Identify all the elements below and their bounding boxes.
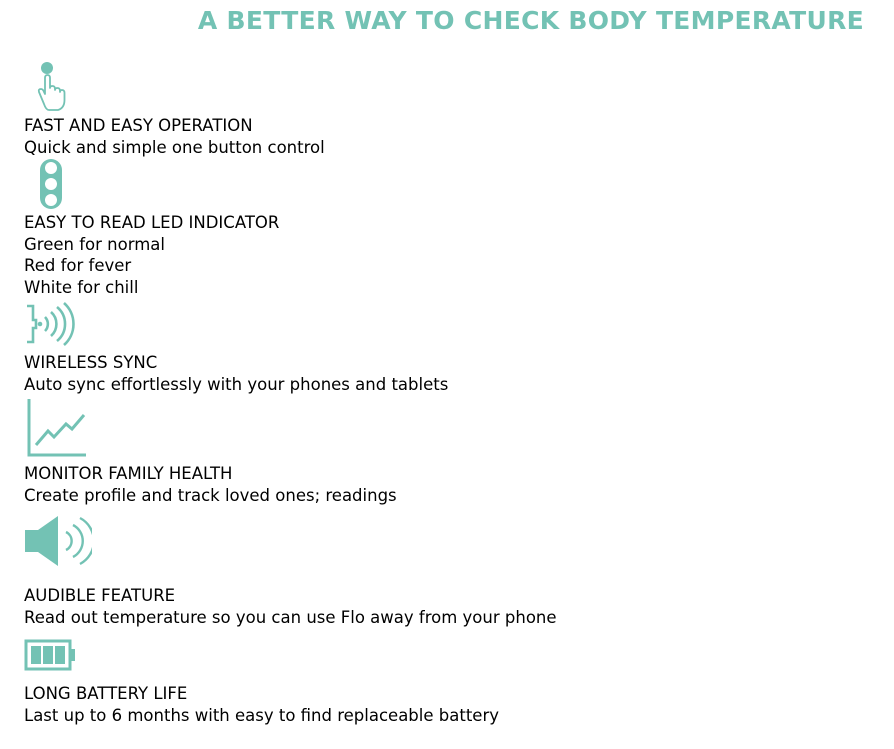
feature-heading: LONG BATTERY LIFE	[24, 684, 188, 703]
feature-line: Red for fever	[24, 256, 132, 275]
led-indicator-icon	[38, 158, 64, 210]
feature-heading: AUDIBLE FEATURE	[24, 586, 176, 605]
feature-line: Auto sync effortlessly with your phones and tablets	[24, 374, 449, 394]
wireless-signal-icon	[24, 300, 78, 348]
feature-line: Create profile and track loved ones; readings	[24, 485, 397, 505]
touch-hand-icon	[30, 60, 70, 112]
feature-heading: EASY TO READ LED INDICATOR	[24, 213, 280, 232]
feature-line: Green for normal	[24, 234, 165, 254]
page-title: A BETTER WAY TO CHECK BODY TEMPERATURE	[197, 6, 864, 35]
feature-heading: FAST AND EASY OPERATION	[24, 116, 253, 135]
feature-line: Last up to 6 months with easy to find replaceable battery	[24, 705, 499, 725]
feature-heading: WIRELESS SYNC	[24, 353, 158, 372]
line-chart-icon	[26, 398, 88, 458]
feature-line: White for chill	[24, 277, 139, 297]
feature-line: Read out temperature so you can use Flo away from your phone	[24, 607, 557, 627]
battery-icon	[24, 638, 78, 672]
feature-line: Quick and simple one button control	[24, 137, 325, 157]
feature-heading: MONITOR FAMILY HEALTH	[24, 464, 233, 483]
speaker-icon	[24, 514, 92, 568]
